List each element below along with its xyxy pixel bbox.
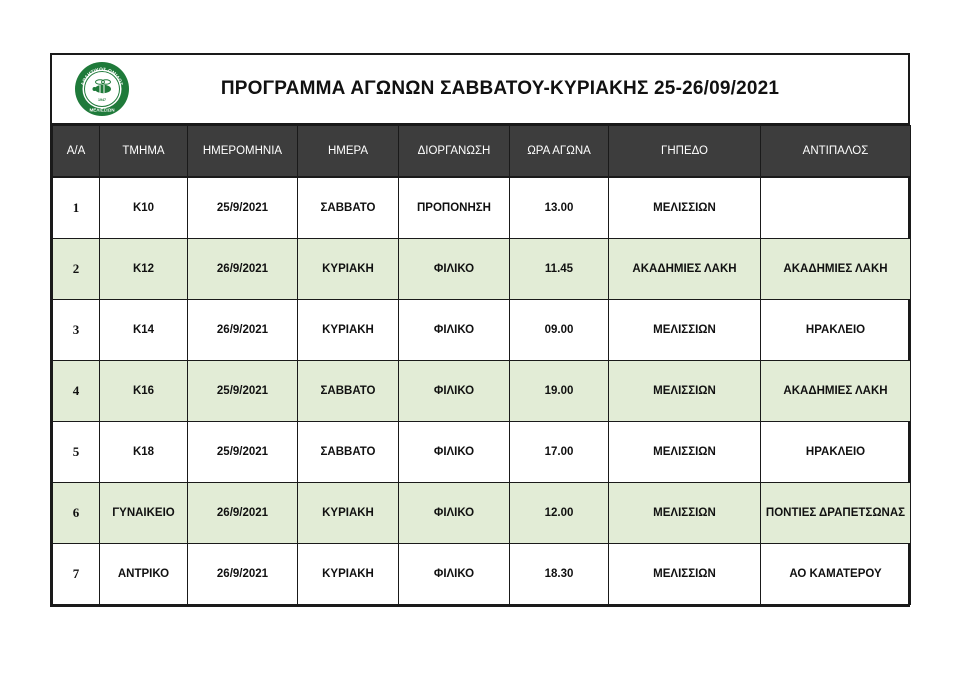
col-header-tmima: ΤΜΗΜΑ [100, 126, 188, 178]
cell-imerominia: 25/9/2021 [188, 422, 298, 483]
table-row [53, 300, 911, 361]
cell-aa: 6 [53, 483, 100, 544]
schedule-document [50, 53, 910, 607]
cell-ora: 09.00 [510, 300, 609, 361]
cell-aa: 3 [53, 300, 100, 361]
cell-ora: 19.00 [510, 361, 609, 422]
cell-gipedo: ΜΕΛΙΣΣΙΩΝ [609, 300, 761, 361]
cell-aa: 2 [53, 239, 100, 300]
cell-tmima: Κ18 [100, 422, 188, 483]
col-header-imera: ΗΜΕΡΑ [298, 126, 399, 178]
cell-ora: 12.00 [510, 483, 609, 544]
cell-gipedo: ΜΕΛΙΣΣΙΩΝ [609, 177, 761, 239]
cell-antipalos: ΗΡΑΚΛΕΙΟ [761, 300, 911, 361]
cell-imerominia: 26/9/2021 [188, 239, 298, 300]
col-header-ora-agona: ΩΡΑ ΑΓΩΝΑ [510, 126, 609, 178]
table-row [53, 239, 911, 300]
cell-gipedo: ΜΕΛΙΣΣΙΩΝ [609, 361, 761, 422]
cell-imera: ΣΑΒΒΑΤΟ [298, 422, 399, 483]
schedule-table [52, 125, 911, 605]
table-row [53, 177, 911, 239]
cell-diorganosi: ΦΙΛΙΚΟ [399, 361, 510, 422]
cell-tmima: Κ12 [100, 239, 188, 300]
cell-tmima: ΓΥΝΑΙΚΕΙΟ [100, 483, 188, 544]
table-row [53, 544, 911, 605]
col-header-diorganosi: ΔΙΟΡΓΑΝΩΣΗ [399, 126, 510, 178]
cell-diorganosi: ΦΙΛΙΚΟ [399, 300, 510, 361]
cell-ora: 11.45 [510, 239, 609, 300]
cell-imera: ΚΥΡΙΑΚΗ [298, 483, 399, 544]
title-bar [52, 55, 908, 125]
table-row [53, 361, 911, 422]
cell-antipalos: ΑΟ ΚΑΜΑΤΕΡΟΥ [761, 544, 911, 605]
cell-aa: 5 [53, 422, 100, 483]
cell-imera: ΣΑΒΒΑΤΟ [298, 361, 399, 422]
cell-tmima: Κ16 [100, 361, 188, 422]
cell-imera: ΣΑΒΒΑΤΟ [298, 177, 399, 239]
cell-gipedo: ΜΕΛΙΣΣΙΩΝ [609, 483, 761, 544]
cell-imerominia: 25/9/2021 [188, 177, 298, 239]
cell-imerominia: 25/9/2021 [188, 361, 298, 422]
logo-top-text: ΑΘΛΗΤΙΚΟΣ ΟΜΙΛΟΣ [80, 66, 124, 87]
cell-antipalos: ΑΚΑΔΗΜΙΕΣ ΛΑΚΗ [761, 239, 911, 300]
cell-aa: 1 [53, 177, 100, 239]
table-row [53, 422, 911, 483]
cell-diorganosi: ΦΙΛΙΚΟ [399, 239, 510, 300]
cell-diorganosi: ΦΙΛΙΚΟ [399, 544, 510, 605]
table-header-row [53, 126, 911, 178]
col-header-aa: Α/Α [53, 126, 100, 178]
cell-ora: 18.30 [510, 544, 609, 605]
cell-imerominia: 26/9/2021 [188, 483, 298, 544]
cell-aa: 7 [53, 544, 100, 605]
cell-gipedo: ΑΚΑΔΗΜΙΕΣ ΛΑΚΗ [609, 239, 761, 300]
cell-aa: 4 [53, 361, 100, 422]
cell-antipalos: ΗΡΑΚΛΕΙΟ [761, 422, 911, 483]
col-header-gipedo: ΓΗΠΕΔΟ [609, 126, 761, 178]
cell-diorganosi: ΦΙΛΙΚΟ [399, 483, 510, 544]
col-header-antipalos: ΑΝΤΙΠΑΛΟΣ [761, 126, 911, 178]
cell-diorganosi: ΦΙΛΙΚΟ [399, 422, 510, 483]
cell-imera: ΚΥΡΙΑΚΗ [298, 239, 399, 300]
cell-imerominia: 26/9/2021 [188, 300, 298, 361]
table-row [53, 483, 911, 544]
cell-imera: ΚΥΡΙΑΚΗ [298, 544, 399, 605]
cell-tmima: ΑΝΤΡΙΚΟ [100, 544, 188, 605]
cell-antipalos: ΠΟΝΤΙΕΣ ΔΡΑΠΕΤΣΩΝΑΣ [761, 483, 911, 544]
cell-ora: 17.00 [510, 422, 609, 483]
logo-bottom-text: ΜΕΛΙΣΣΙΩΝ [89, 107, 115, 113]
cell-tmima: Κ14 [100, 300, 188, 361]
page-title: ΠΡΟΓΡΑΜΜΑ ΑΓΩΝΩΝ ΣΑΒΒΑΤΟΥ-ΚΥΡΙΑΚΗΣ 25-26/09/2021 [220, 78, 780, 99]
logo-year: 1947 [98, 98, 106, 102]
cell-antipalos: ΑΚΑΔΗΜΙΕΣ ΛΑΚΗ [761, 361, 911, 422]
cell-antipalos [761, 177, 911, 239]
cell-gipedo: ΜΕΛΙΣΣΙΩΝ [609, 422, 761, 483]
col-header-imerominia: ΗΜΕΡΟΜΗΝΙΑ [188, 126, 298, 178]
cell-imerominia: 26/9/2021 [188, 544, 298, 605]
cell-gipedo: ΜΕΛΙΣΣΙΩΝ [609, 544, 761, 605]
cell-imera: ΚΥΡΙΑΚΗ [298, 300, 399, 361]
cell-diorganosi: ΠΡΟΠΟΝΗΣΗ [399, 177, 510, 239]
cell-ora: 13.00 [510, 177, 609, 239]
cell-tmima: Κ10 [100, 177, 188, 239]
